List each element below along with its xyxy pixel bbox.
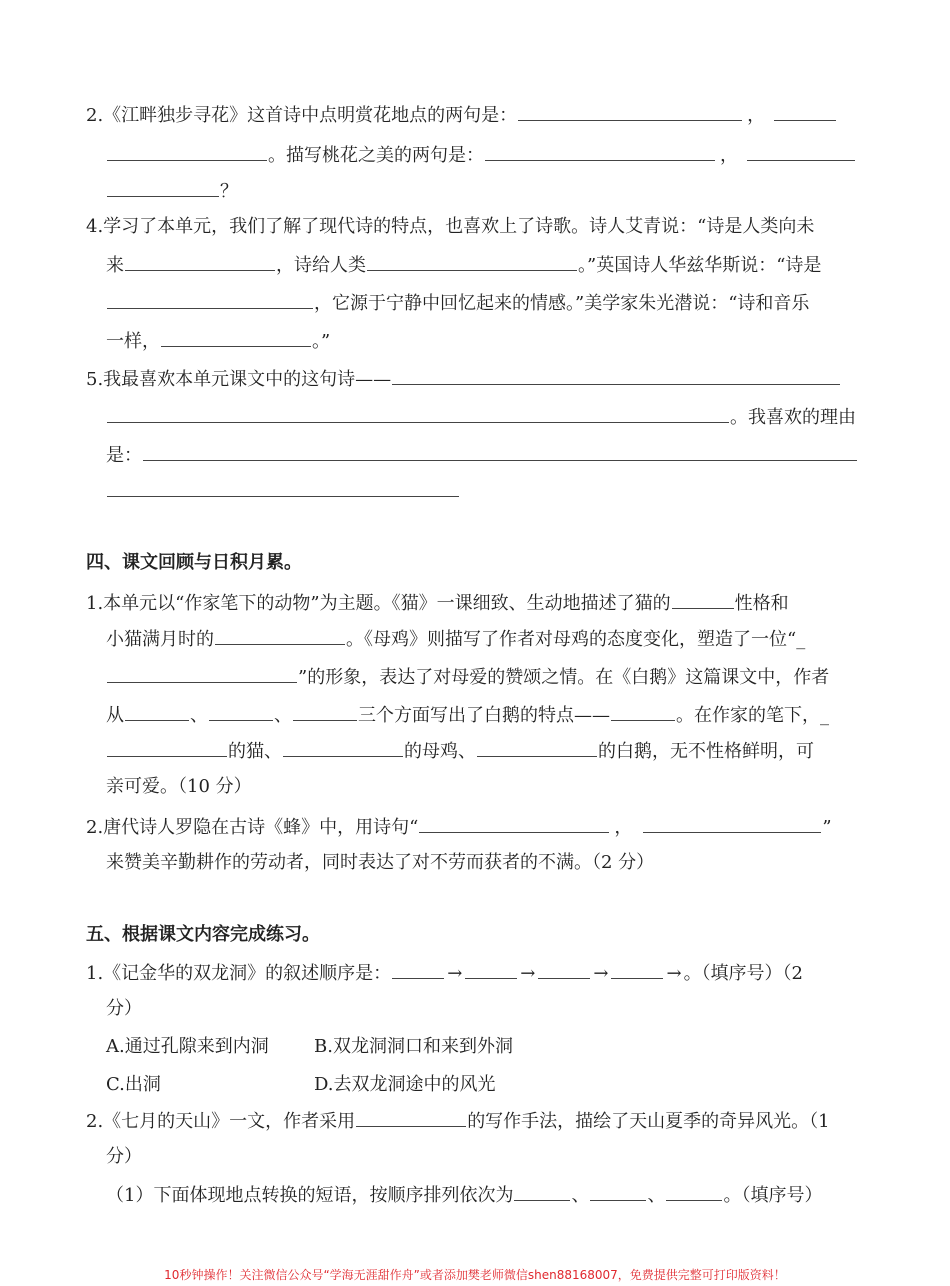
s5q1-text2: 。（填序号）（2 bbox=[683, 963, 804, 984]
answer-blank[interactable] bbox=[107, 664, 297, 683]
section5-title: 五、根据课文内容完成练习。 bbox=[86, 924, 320, 945]
s4q1-text4: 。《母鸡》则描写了作者对母鸡的态度变化，塑造了一位“_ bbox=[346, 629, 806, 650]
answer-blank[interactable] bbox=[747, 142, 855, 161]
s4q1-text8: 、 bbox=[274, 705, 292, 726]
answer-blank[interactable] bbox=[666, 1182, 722, 1201]
q2-text1: 2.《江畔独步寻花》这首诗中点明赏花地点的两句是： bbox=[86, 105, 518, 126]
answer-blank[interactable] bbox=[161, 328, 311, 347]
answer-blank[interactable] bbox=[611, 960, 663, 979]
q4-line3 bbox=[106, 290, 809, 317]
answer-blank[interactable] bbox=[367, 252, 577, 271]
q2-line3 bbox=[106, 178, 238, 205]
q5-text2: 。我喜欢的理由 bbox=[730, 407, 856, 428]
answer-blank[interactable] bbox=[143, 442, 857, 461]
s4q1-line6 bbox=[106, 774, 252, 800]
answer-blank[interactable] bbox=[590, 1182, 646, 1201]
s5q2-text2: 的写作手法，描绘了天山夏季的奇异风光。（1 bbox=[467, 1111, 830, 1132]
answer-blank[interactable] bbox=[107, 738, 227, 757]
s4q2-text3: ” bbox=[822, 817, 832, 838]
answer-blank[interactable] bbox=[107, 178, 219, 197]
option-c: C.出洞 bbox=[106, 1074, 161, 1095]
answer-blank[interactable] bbox=[514, 1182, 570, 1201]
answer-blank[interactable] bbox=[774, 102, 836, 121]
s5q2-text1: 2.《七月的天山》一文，作者采用 bbox=[86, 1111, 356, 1132]
s4q1-text5: ”的形象，表达了对母爱的赞颂之情。在《白鹅》这篇课文中，作者 bbox=[298, 667, 830, 688]
q4-line2 bbox=[106, 252, 821, 279]
q2-text2: ， bbox=[747, 105, 766, 126]
q2-line2 bbox=[106, 142, 856, 169]
s4q1-text1: 1.本单元以“作家笔下的动物”为主题。《猫》一课细致、生动地描述了猫的 bbox=[86, 593, 671, 614]
q4-text6: 一样， bbox=[106, 331, 160, 352]
s4q1-text6: 从 bbox=[106, 705, 124, 726]
arrow-icon: → bbox=[666, 963, 682, 984]
s4q1-line1 bbox=[86, 590, 789, 617]
s5q1-line1 bbox=[86, 960, 803, 987]
answer-blank[interactable] bbox=[419, 814, 609, 833]
s5q2-line1 bbox=[86, 1108, 830, 1135]
s4q2-text1: 2.唐代诗人罗隐在古诗《蜂》中，用诗句“ bbox=[86, 817, 419, 838]
answer-blank[interactable] bbox=[485, 142, 715, 161]
answer-blank[interactable] bbox=[107, 404, 729, 423]
q4-text7: 。” bbox=[312, 331, 331, 352]
answer-blank[interactable] bbox=[107, 478, 459, 497]
s4q2-text4: 来赞美辛勤耕作的劳动者，同时表达了对不劳而获者的不满。（2 分） bbox=[106, 852, 655, 873]
s5q2-line2 bbox=[106, 1144, 142, 1170]
option-b: B.双龙洞洞口和来到外洞 bbox=[314, 1036, 513, 1057]
answer-blank[interactable] bbox=[215, 626, 345, 645]
s5q1-text1: 1.《记金华的双龙洞》的叙述顺序是： bbox=[86, 963, 392, 984]
answer-blank[interactable] bbox=[392, 960, 444, 979]
s4q2-line2 bbox=[106, 850, 654, 876]
option-a: A.通过孔隙来到内洞 bbox=[106, 1036, 269, 1057]
answer-blank[interactable] bbox=[465, 960, 517, 979]
answer-blank[interactable] bbox=[293, 702, 357, 721]
s5q1-text3: 分） bbox=[106, 998, 142, 1019]
s4q1-text11: 的猫、 bbox=[228, 741, 282, 762]
s4q1-line5 bbox=[106, 738, 814, 765]
answer-blank[interactable] bbox=[107, 290, 313, 309]
answer-blank[interactable] bbox=[643, 814, 821, 833]
answer-blank[interactable] bbox=[672, 590, 734, 609]
answer-blank[interactable] bbox=[107, 142, 267, 161]
q4-text1: 4.学习了本单元，我们了解了现代诗的特点，也喜欢上了诗歌。诗人艾青说：“诗是人类向未 bbox=[86, 216, 815, 237]
answer-blank[interactable] bbox=[283, 738, 403, 757]
q5-line1 bbox=[86, 366, 841, 393]
q4-line1 bbox=[86, 214, 814, 240]
s4q1-text2: 性格和 bbox=[734, 593, 789, 614]
q5-text3: 是： bbox=[106, 445, 142, 466]
arrow-icon: → bbox=[520, 963, 536, 984]
q5-text1: 5.我最喜欢本单元课文中的这句诗—— bbox=[86, 369, 392, 390]
s4q2-line1 bbox=[86, 814, 832, 841]
s4q1-text14: 亲可爱。（10 分） bbox=[106, 776, 252, 797]
arrow-icon: → bbox=[447, 963, 463, 984]
arrow-icon: → bbox=[593, 963, 609, 984]
section4-title: 四、课文回顾与日积月累。 bbox=[86, 552, 302, 573]
q2-text5: ？ bbox=[220, 181, 238, 202]
q4-text2: 来 bbox=[106, 255, 124, 276]
q2-text3: 。描写桃花之美的两句是： bbox=[268, 145, 484, 166]
answer-blank[interactable] bbox=[209, 702, 273, 721]
s4q1-text13: 的白鹅，无不性格鲜明，可 bbox=[598, 741, 814, 762]
q2-text4: ， bbox=[720, 145, 738, 166]
answer-blank[interactable] bbox=[125, 702, 189, 721]
s5q2-text6: 、 bbox=[647, 1185, 666, 1206]
q4-line4 bbox=[106, 328, 330, 355]
answer-blank[interactable] bbox=[477, 738, 597, 757]
s4q1-text9: 三个方面写出了白鹅的特点—— bbox=[358, 705, 610, 726]
s4q2-text2: ， bbox=[614, 817, 633, 838]
s5q2-text5: 、 bbox=[571, 1185, 590, 1206]
answer-blank[interactable] bbox=[538, 960, 590, 979]
s4q1-text10: 。在作家的笔下，_ bbox=[676, 705, 829, 726]
answer-blank[interactable] bbox=[356, 1108, 466, 1127]
s4q1-line3 bbox=[106, 664, 829, 691]
answer-blank[interactable] bbox=[392, 366, 840, 385]
q5-line2 bbox=[106, 404, 856, 431]
answer-blank[interactable] bbox=[611, 702, 675, 721]
option-d: D.去双龙洞途中的风光 bbox=[314, 1074, 496, 1095]
s4q1-text7: 、 bbox=[190, 705, 208, 726]
s5q2-text4: （1）下面体现地点转换的短语，按顺序排列依次为 bbox=[106, 1185, 514, 1206]
q5-line4 bbox=[106, 478, 460, 505]
footer-notice: 10秒钟操作！关注微信公众号“学海无涯甜作舟”或者添加樊老师微信shen88168007，免费提供完整可打印版资料！ bbox=[164, 1268, 786, 1282]
s5q2-text3: 分） bbox=[106, 1146, 142, 1167]
s4q1-line2 bbox=[106, 626, 805, 653]
q4-text4: 。”英国诗人华兹华斯说：“诗是 bbox=[578, 255, 822, 276]
s4q1-line4 bbox=[106, 702, 829, 729]
q4-text3: ，诗给人类 bbox=[276, 255, 366, 276]
s4q1-text12: 的母鸡、 bbox=[404, 741, 476, 762]
q5-line3 bbox=[106, 442, 858, 469]
s5q2-text7: 。（填序号） bbox=[723, 1185, 823, 1206]
answer-blank[interactable] bbox=[125, 252, 275, 271]
q4-text5: ，它源于宁静中回忆起来的情感。”美学家朱光潜说：“诗和音乐 bbox=[314, 293, 810, 314]
answer-blank[interactable] bbox=[518, 102, 742, 121]
s4q1-text3: 小猫满月时的 bbox=[106, 629, 214, 650]
s5q2-sub1 bbox=[106, 1182, 822, 1209]
s5q1-line2 bbox=[106, 996, 142, 1022]
q2-line1 bbox=[86, 102, 837, 129]
